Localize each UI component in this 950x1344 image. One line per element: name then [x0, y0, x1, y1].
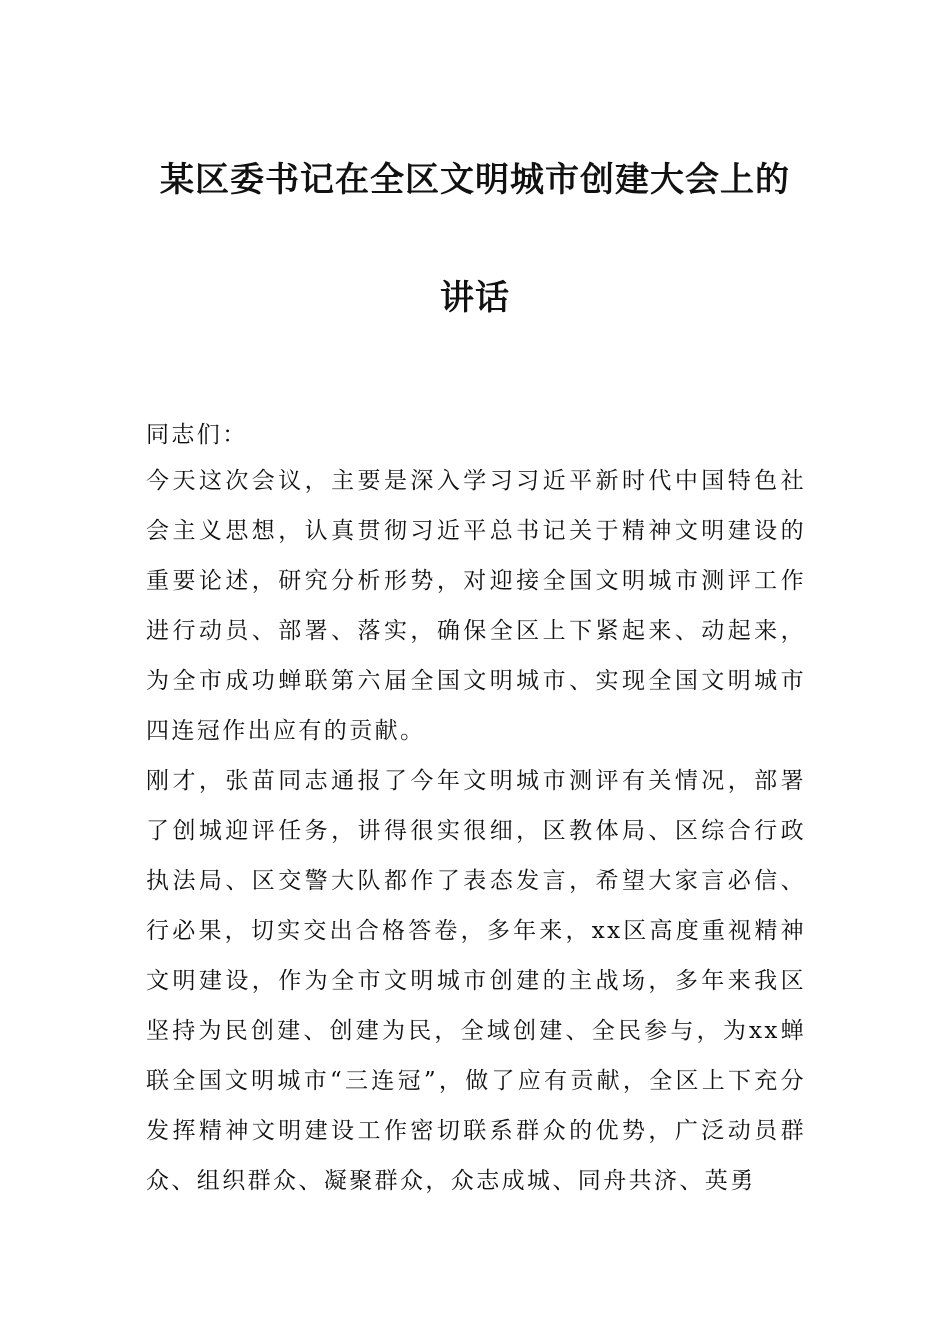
document-title-line-2: 讲话	[440, 278, 510, 318]
document-title-line-1: 某区委书记在全区文明城市创建大会上的	[160, 160, 790, 200]
body-paragraph-2	[146, 756, 806, 1206]
paragraph-text: 刚才，张苗同志通报了今年文明城市测评有关情况，部署了创城迎评任务，讲得很实很细，区教体局、区综合行政执法局、区交警大队都作了表态发言，希望大家言必信、行必果，切实交出合格答卷，多年来，xx区高度重视精神文明建设，作为全市文明城市创建的主战场，多年来我区坚持为民创建、创建为民，全域创建、全民参与，为xx蝉联全国文明城市“三连冠”，做了应有贡献，全区上下充分发挥精神文明建设工作密切联系群众的优势，广泛动员群众、组织群众、凝聚群众，众志成城、同舟共济、英勇	[146, 768, 806, 1194]
salutation: 同志们：	[146, 422, 248, 448]
body-paragraph-1	[146, 456, 806, 756]
paragraph-text: 今天这次会议，主要是深入学习习近平新时代中国特色社会主义思想，认真贯彻习近平总书记关于精神文明建设的重要论述，研究分析形势，对迎接全国文明城市测评工作进行动员、部署、落实，确保全区上下紧起来、动起来，为全市成功蝉联第六届全国文明城市、实现全国文明城市四连冠作出应有的贡献。	[146, 468, 806, 744]
